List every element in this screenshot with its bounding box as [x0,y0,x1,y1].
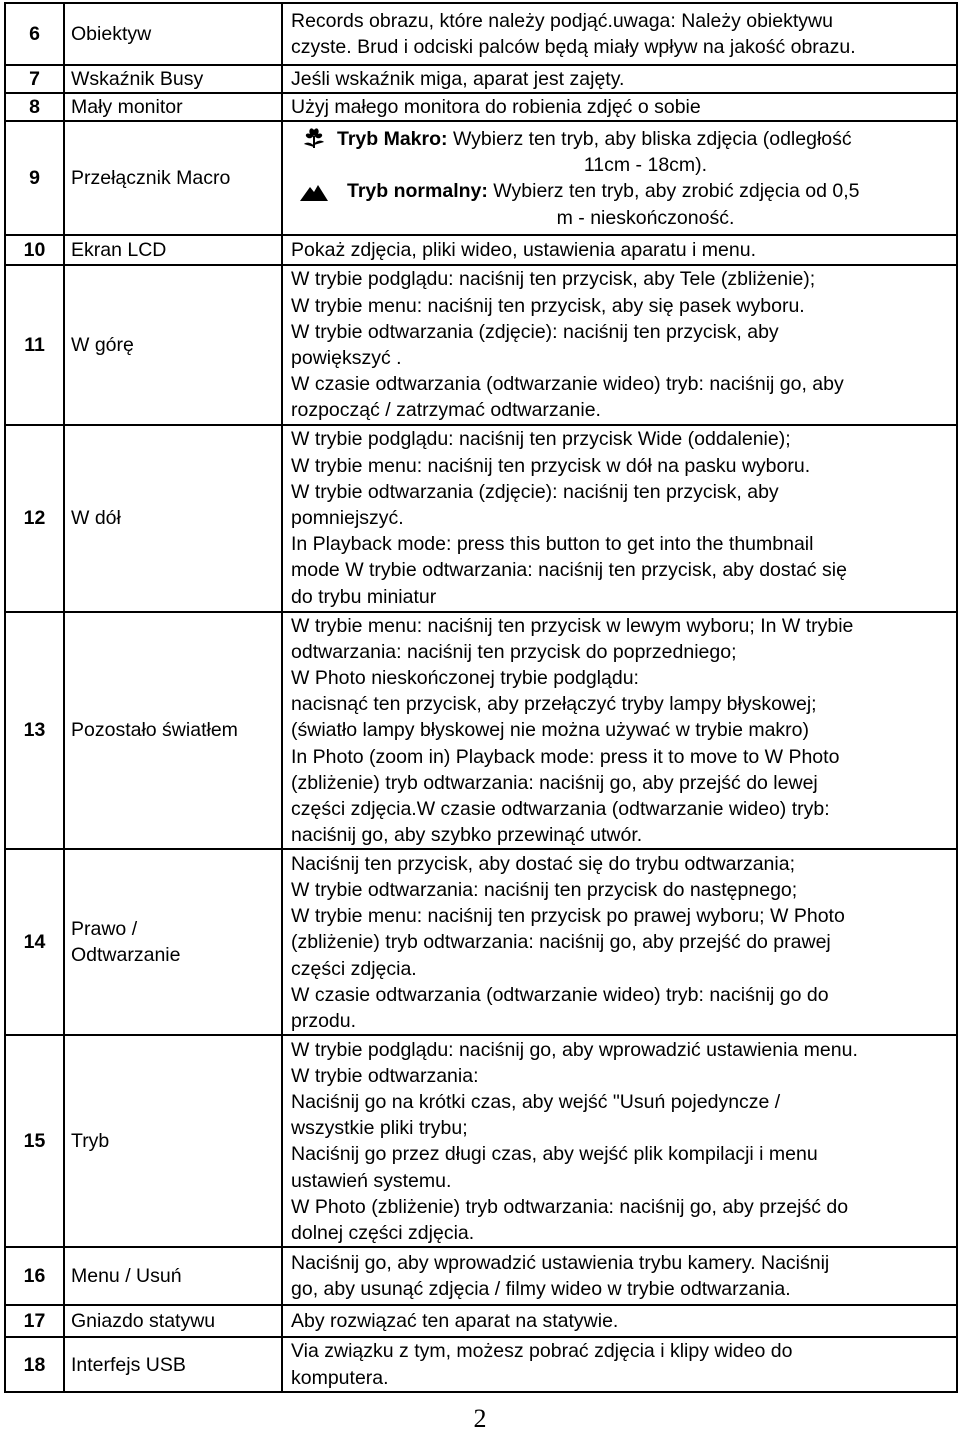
description-line: dolnej części zdjęcia. [291,1222,475,1245]
item-description [282,65,957,93]
description-line: rozpocząć / zatrzymać odtwarzanie. [291,399,601,422]
description-line: komputera. [291,1366,389,1389]
macro-mode-line [337,126,954,152]
description-line: Naciśnij go, aby wprowadzić ustawienia trybu kamery. Naciśnij [291,1252,830,1275]
table-row [5,235,957,265]
description-line: In Photo (zoom in) Playback mode: press it to move to W Photo [291,745,840,768]
description-line: Naciśnij ten przycisk, aby dostać się do trybu odtwarzania; [291,852,795,875]
description-line: części zdjęcia.W czasie odtwarzania (odtwarzanie wideo) tryb: [291,798,830,821]
normal-mode-description: Wybierz ten tryb, aby zrobić zdjęcia od 0,5 [493,180,860,203]
item-name: Interfejs USB [64,1337,282,1391]
description-line: czyste. Brud i odciski palców będą miały wpływ na jakość obrazu. [291,36,856,58]
item-name: W górę [64,265,282,424]
item-description [282,265,957,424]
item-name: Obiektyw [64,3,282,65]
macro-mode-label: Tryb Makro: [337,128,448,150]
description-line: odtwarzania: naciśnij ten przycisk do poprzedniego; [291,640,737,663]
item-number: 6 [5,3,64,65]
normal-mode-label: Tryb normalny: [347,180,488,203]
item-description [282,612,957,850]
description-line: W trybie podglądu: naciśnij ten przycisk, aby Tele (zbliżenie); [291,268,816,291]
description-line: W trybie odtwarzania (zdjęcie): naciśnij ten przycisk, aby [291,480,779,503]
description-line: W trybie menu: naciśnij ten przycisk po prawej wyboru; W Photo [291,905,845,928]
item-description [282,1337,957,1391]
macro-mode-description: Wybierz ten tryb, aby bliska zdjęcia (odległość [452,128,852,150]
item-name: Pozostało światłem [64,612,282,850]
item-number: 18 [5,1337,64,1391]
item-description [282,93,957,121]
description-line: W Photo nieskończonej trybie podglądu: [291,667,639,690]
description-line: części zdjęcia. [291,957,417,980]
description-line: do trybu miniatur [291,585,437,608]
description-line: przodu. [291,1009,357,1032]
table-row [5,3,957,65]
item-name: W dół [64,425,282,612]
description-line: (zbliżenie) tryb odtwarzania: naciśnij go, aby przejść do lewej [291,771,818,794]
item-name: Mały monitor [64,93,282,121]
normal-mode-entry [291,178,954,230]
description-line: Naciśnij go przez długi czas, aby wejść plik kompilacji i menu [291,1143,818,1166]
item-name-line: Prawo / [71,918,138,941]
description-line: Użyj małego monitora do robienia zdjęć o sobie [291,96,701,119]
item-number: 13 [5,612,64,850]
item-description [282,3,957,65]
description-line: Records obrazu, które należy podjąć.uwaga: Należy obiektywu [291,9,833,32]
item-number: 17 [5,1305,64,1337]
normal-mode-line: m - nieskończoność. [556,206,735,229]
table-row [5,1035,957,1247]
item-description [282,425,957,612]
description-line: Pokaż zdjęcia, pliki wideo, ustawienia aparatu i menu. [291,239,757,262]
table-row [5,1337,957,1391]
description-line: (światło lampy błyskowej nie można używać w trybie makro) [291,719,809,742]
table-row [5,65,957,93]
mountain-icon [291,178,337,204]
table-row [5,612,957,850]
item-description [282,849,957,1035]
flower-macro-icon [291,126,337,152]
item-description [282,1035,957,1247]
description-line: In Playback mode: press this button to get into the thumbnail [291,533,814,556]
description-line: W czasie odtwarzania (odtwarzanie wideo) tryb: naciśnij go do [291,983,829,1006]
description-line: W trybie odtwarzania: [291,1064,479,1087]
item-name: Wskaźnik Busy [64,65,282,93]
table-row [5,1247,957,1305]
table-row [5,265,957,424]
description-line: W Photo (zbliżenie) tryb odtwarzania: naciśnij go, aby przejść do [291,1195,849,1218]
description-line: W trybie menu: naciśnij ten przycisk w lewym wyboru; In W trybie [291,614,854,637]
description-line: Naciśnij go na krótki czas, aby wejść "Usuń pojedyncze / [291,1091,781,1114]
item-description [282,235,957,265]
description-line: wszystkie pliki trybu; [291,1117,468,1140]
item-number: 7 [5,65,64,93]
description-line: ustawień systemu. [291,1169,452,1192]
normal-mode-text [337,178,954,230]
description-line: go, aby usunąć zdjęcia / filmy wideo w trybie odtwarzania. [291,1278,791,1301]
item-name: Gniazdo statywu [64,1305,282,1337]
description-line: powiększyć . [291,347,402,370]
description-line: pomniejszyć. [291,507,404,530]
item-number: 8 [5,93,64,121]
item-name: Tryb [64,1035,282,1247]
table-row [5,849,957,1035]
spec-table-body [5,3,957,1392]
item-name: Ekran LCD [64,235,282,265]
description-line: naciśnij go, aby szybko przewinąć utwór. [291,824,643,847]
description-line: (zbliżenie) tryb odtwarzania: naciśnij go, aby przejść do prawej [291,931,831,954]
description-line: Via związku z tym, możesz pobrać zdjęcia i klipy wideo do [291,1340,793,1363]
macro-mode-line: 11cm - 18cm). [583,154,708,177]
description-line: mode W trybie odtwarzania: naciśnij ten przycisk, aby dostać się [291,559,847,582]
description-line: W trybie menu: naciśnij ten przycisk w dół na pasku wyboru. [291,454,811,477]
table-row [5,425,957,612]
item-name-line: Odtwarzanie [71,944,181,967]
item-name: Przełącznik Macro [64,121,282,235]
item-number: 9 [5,121,64,235]
description-line: W trybie menu: naciśnij ten przycisk, aby się pasek wyboru. [291,294,805,317]
description-line: W trybie podglądu: naciśnij go, aby wprowadzić ustawienia menu. [291,1038,858,1061]
description-line: W trybie odtwarzania (zdjęcie): naciśnij ten przycisk, aby [291,320,779,343]
item-number: 11 [5,265,64,424]
description-line: Jeśli wskaźnik miga, aparat jest zajęty. [291,68,625,90]
table-row [5,93,957,121]
item-number: 12 [5,425,64,612]
item-name [64,849,282,1035]
item-number: 10 [5,235,64,265]
description-line: Aby rozwiązać ten aparat na statywie. [291,1310,619,1333]
item-name: Menu / Usuń [64,1247,282,1305]
macro-mode-text [337,126,954,178]
item-description [282,1305,957,1337]
item-description [282,121,957,235]
normal-mode-line [347,178,954,204]
spec-table [4,2,958,1393]
description-line: W trybie podglądu: naciśnij ten przycisk Wide (oddalenie); [291,428,791,451]
page-number: 2 [473,1404,487,1433]
table-row [5,1305,957,1337]
item-description [282,1247,957,1305]
macro-mode-entry [291,126,954,178]
item-number: 14 [5,849,64,1035]
description-line: W trybie odtwarzania: naciśnij ten przycisk do następnego; [291,878,798,901]
description-line: nacisnąć ten przycisk, aby przełączyć tryby lampy błyskowej; [291,693,817,716]
description-line: W czasie odtwarzania (odtwarzanie wideo) tryb: naciśnij go, aby [291,373,844,396]
item-number: 16 [5,1247,64,1305]
table-row [5,121,957,235]
item-number: 15 [5,1035,64,1247]
